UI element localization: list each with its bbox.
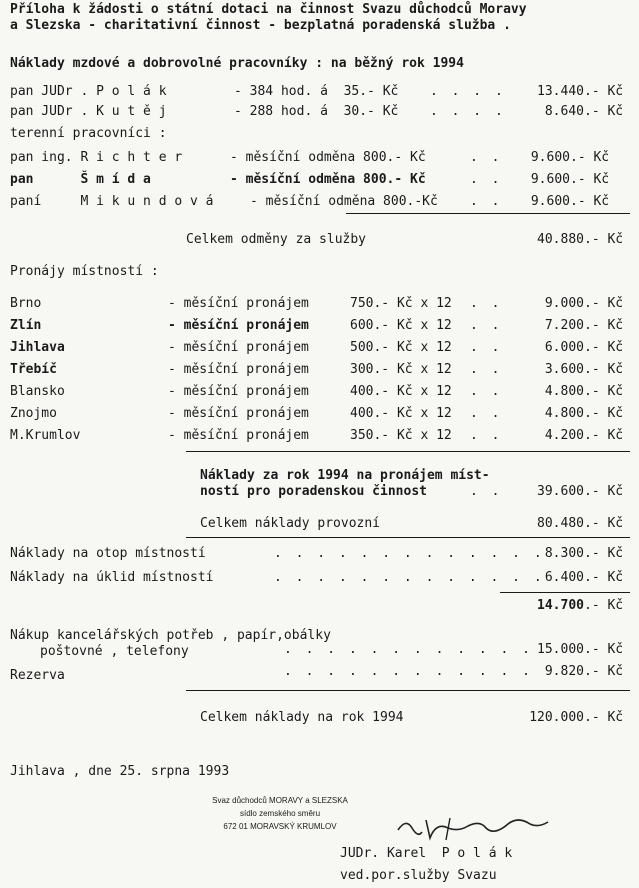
- rent-year-amount: 39.600: [537, 484, 584, 499]
- stamp-line: Svaz důchodců MORAVY a SLEZSKA: [212, 796, 348, 805]
- header-line-2: a Slezska - charitativní činnost - bezplatná poradenská služba .: [10, 18, 511, 33]
- wages-total-label: Celkem odměny za služby: [186, 232, 367, 247]
- rent-currency: .- Kč: [584, 428, 624, 443]
- stamp-line: sídlo zemského směru: [239, 809, 321, 818]
- rent-city: Jihlava: [10, 340, 65, 355]
- rent-city: Znojmo: [10, 406, 57, 421]
- rent-desc: - měsíční pronájem: [168, 428, 309, 443]
- worker-name: pan ing. R i c h t e r: [10, 150, 183, 165]
- cleaning-dots: . . . . . . . . . . . . .: [274, 570, 545, 585]
- rent-dots: . .: [470, 362, 503, 377]
- operating-total-currency: .- Kč: [584, 516, 624, 531]
- rent-heading: Pronájy místností :: [10, 264, 159, 279]
- wages-heading: Náklady mzdové a dobrovolné pracovníky : na běžný rok 1994: [10, 56, 464, 71]
- worker-name: pan Š m í d a: [10, 172, 151, 187]
- field-workers-heading: terenní pracovníci :: [10, 126, 167, 141]
- operating-rule: [186, 537, 630, 538]
- grand-total-currency: .- Kč: [584, 710, 624, 725]
- operating-total-amount: 80.480: [537, 516, 584, 531]
- rent-dots: . .: [470, 340, 503, 355]
- operating-total-label: Celkem náklady provozní: [200, 516, 381, 531]
- rent-desc: - měsíční pronájem: [168, 296, 309, 311]
- worker-desc: - měsíční odměna 800.-Kč: [250, 194, 438, 209]
- subtotal-amount: 14.700: [537, 598, 584, 613]
- worker-currency: .- Kč: [570, 172, 610, 187]
- rent-year-line-1: Náklady za rok 1994 na pronájem míst-: [200, 468, 490, 483]
- rent-amount: 4.800: [544, 384, 584, 399]
- wages-amount: 8.640: [544, 104, 584, 119]
- header-line-1: Příloha k žádosti o státní dotaci na činnost Svazu důchodců Moravy: [10, 2, 527, 17]
- stamp-line: 672 01 MORAVSKÝ KRUMLOV: [223, 822, 337, 831]
- office-amount: 15.000: [537, 642, 584, 657]
- heating-amount: 8.300: [544, 546, 584, 561]
- rent-dots: . .: [470, 318, 503, 333]
- rent-amount: 9.000: [544, 296, 584, 311]
- rent-currency: .- Kč: [584, 296, 624, 311]
- rent-price: 750.- Kč x 12: [350, 296, 452, 311]
- rent-price: 600.- Kč x 12: [350, 318, 452, 333]
- office-dots: . . . . . . . . . . . .: [284, 642, 534, 657]
- rent-amount: 6.000: [544, 340, 584, 355]
- wages-dots: . . . .: [430, 84, 506, 99]
- reserve-amount: 9.820: [544, 664, 584, 679]
- rent-price: 400.- Kč x 12: [350, 406, 452, 421]
- rent-dots: . .: [470, 428, 503, 443]
- grand-total-amount: 120.000: [529, 710, 584, 725]
- rent-amount: 4.800: [544, 406, 584, 421]
- worker-currency: .- Kč: [570, 150, 610, 165]
- rent-desc: - měsíční pronájem: [168, 362, 309, 377]
- wages-amount: 13.440: [537, 84, 584, 99]
- rent-price: 500.- Kč x 12: [350, 340, 452, 355]
- worker-amount: 9.600: [530, 172, 570, 187]
- cleaning-currency: .- Kč: [584, 570, 624, 585]
- rent-desc: - měsíční pronájem: [168, 318, 309, 333]
- rent-price: 350.- Kč x 12: [350, 428, 452, 443]
- wages-name: pan JUDr . K u t ě j: [10, 104, 167, 119]
- wages-total-rule: [346, 213, 630, 214]
- worker-amount: 9.600: [530, 150, 570, 165]
- rent-city: Blansko: [10, 384, 65, 399]
- wages-total-amount: 40.880: [537, 232, 584, 247]
- worker-dots: . .: [470, 172, 503, 187]
- wages-desc: - 288 hod. á 30.- Kč: [234, 104, 399, 119]
- worker-dots: . .: [470, 150, 503, 165]
- office-line-2: poštovné , telefony: [40, 644, 189, 659]
- office-line-1: Nákup kancelářských potřeb , papír,obálky: [10, 628, 331, 643]
- rent-amount: 3.600: [544, 362, 584, 377]
- signature-mark: [390, 808, 590, 846]
- rent-city: Zlín: [10, 318, 42, 333]
- worker-desc: - měsíční odměna 800.- Kč: [230, 150, 426, 165]
- rent-desc: - měsíční pronájem: [168, 406, 309, 421]
- subtotal-rule: [500, 592, 630, 593]
- wages-name: pan JUDr . P o l á k: [10, 84, 167, 99]
- place-and-date: Jihlava , dne 25. srpna 1993: [10, 764, 230, 779]
- rent-city: Třebíč: [10, 362, 57, 377]
- grand-total-rule: [186, 690, 630, 691]
- rent-desc: - měsíční pronájem: [168, 384, 309, 399]
- worker-name: paní M i k u n d o v á: [10, 194, 214, 209]
- rent-currency: .- Kč: [584, 318, 624, 333]
- grand-total-label: Celkem náklady na rok 1994: [200, 710, 404, 725]
- subtotal-currency: .- Kč: [584, 598, 624, 613]
- reserve-currency: .- Kč: [584, 664, 624, 679]
- heating-currency: .- Kč: [584, 546, 624, 561]
- rent-dots: . .: [470, 406, 503, 421]
- reserve-label: Rezerva: [10, 668, 65, 683]
- rent-amount: 4.200: [544, 428, 584, 443]
- rent-desc: - měsíční pronájem: [168, 340, 309, 355]
- worker-desc: - měsíční odměna 800.- Kč: [230, 172, 426, 187]
- cleaning-amount: 6.400: [544, 570, 584, 585]
- worker-dots: . .: [470, 194, 503, 209]
- wages-currency: .- Kč: [584, 104, 624, 119]
- rent-amount: 7.200: [544, 318, 584, 333]
- wages-total-currency: .- Kč: [584, 232, 624, 247]
- rent-currency: .- Kč: [584, 406, 624, 421]
- rent-dots: . .: [470, 384, 503, 399]
- wages-currency: .- Kč: [584, 84, 624, 99]
- cleaning-label: Náklady na úklid místností: [10, 570, 214, 585]
- wages-desc: - 384 hod. á 35.- Kč: [234, 84, 399, 99]
- rent-currency: .- Kč: [584, 362, 624, 377]
- rent-year-line-2: ností pro poradenskou činnost: [200, 484, 427, 499]
- rent-city: Brno: [10, 296, 42, 311]
- rent-year-dots: . .: [470, 484, 503, 499]
- rent-price: 300.- Kč x 12: [350, 362, 452, 377]
- reserve-dots: . . . . . . . . . . . .: [284, 664, 534, 679]
- rent-price: 400.- Kč x 12: [350, 384, 452, 399]
- rent-city: M.Krumlov: [10, 428, 81, 443]
- heating-label: Náklady na otop místností: [10, 546, 206, 561]
- rent-rule: [186, 451, 630, 452]
- rent-currency: .- Kč: [584, 340, 624, 355]
- worker-amount: 9.600: [530, 194, 570, 209]
- rent-year-currency: .- Kč: [584, 484, 624, 499]
- signer-role: ved.por.služby Svazu: [340, 868, 497, 883]
- rent-dots: . .: [470, 296, 503, 311]
- signer-name: JUDr. Karel P o l á k: [340, 846, 513, 861]
- rent-currency: .- Kč: [584, 384, 624, 399]
- worker-currency: .- Kč: [570, 194, 610, 209]
- office-currency: .- Kč: [584, 642, 624, 657]
- wages-dots: . . . .: [430, 104, 506, 119]
- heating-dots: . . . . . . . . . . . . .: [274, 546, 545, 561]
